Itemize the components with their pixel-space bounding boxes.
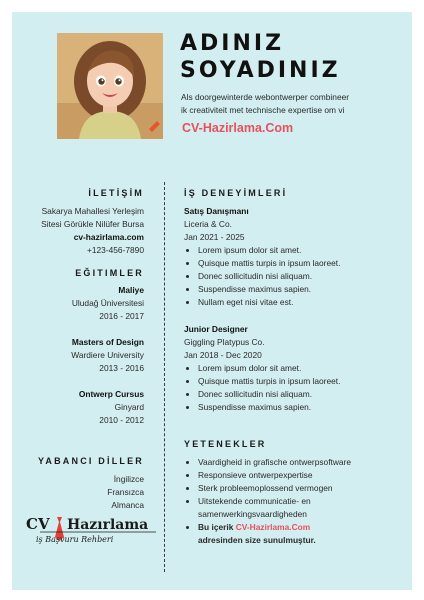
job-bullet: • Suspendisse maximus sapien. (198, 283, 409, 296)
job-dates: Jan 2018 - Dec 2020 (184, 350, 262, 360)
contact-website[interactable]: cv-hazirlama.com (73, 232, 144, 242)
intro-line-1: Als doorgewinterde webontwerper combineer (181, 92, 350, 102)
job-bullet: • Donec sollicitudin nisi aliquam. (198, 270, 409, 283)
skill-item: • Sterk probleemoplossend vermogen (198, 482, 409, 495)
cv-hazirlama-logo (24, 513, 164, 545)
education-degree: Masters of Design (71, 337, 144, 347)
job-bullets (184, 362, 409, 414)
job-company: Liceria & Co. (184, 219, 232, 229)
intro-text (181, 91, 409, 116)
logo-graphic (24, 513, 164, 545)
job-title: Satış Danışmanı (184, 206, 249, 216)
skills-section (184, 439, 409, 547)
job-bullets (184, 244, 409, 309)
education-years: 2013 - 2016 (99, 363, 144, 373)
profile-photo (57, 33, 163, 139)
education-heading: EĞITIMLER (75, 268, 144, 278)
education-degree: Ontwerp Cursus (78, 389, 144, 399)
intro-line-2: ik creativiteit met technische expertise om vi (181, 104, 345, 115)
job-bullet: • Lorem ipsum dolor sit amet. (198, 244, 409, 257)
job-bullet: • Quisque mattis turpis in ipsum laoreet. (198, 375, 409, 388)
education-years: 2016 - 2017 (99, 311, 144, 321)
education-years: 2010 - 2012 (99, 415, 144, 425)
contact-address-line-1: Sakarya Mahallesi Yerleşim (41, 206, 144, 216)
promo-item (198, 521, 409, 547)
job-entry (184, 205, 409, 309)
education-school: Wardiere University (71, 350, 144, 360)
languages-section (20, 456, 144, 512)
skills-list (184, 456, 409, 547)
education-item (20, 336, 144, 375)
job-company: Giggling Platypus Co. (184, 337, 265, 347)
education-section (20, 268, 144, 427)
svg-text:Hazırlama: Hazırlama (67, 517, 149, 533)
experience-section (184, 188, 409, 414)
skills-heading: YETENEKLER (184, 439, 267, 449)
job-bullet: • Suspendisse maximus sapien. (198, 401, 409, 414)
svg-text:CV: CV (26, 515, 50, 533)
header-site-link[interactable]: CV-Hazirlama.Com (182, 121, 294, 135)
job-bullet: • Nullam eget nisi vitae est. (198, 296, 409, 309)
skill-item: • Vaardigheid in grafische ontwerpsoftware (198, 456, 409, 469)
promo-link[interactable]: CV-Hazirlama.Com (235, 522, 311, 532)
promo-line-2: adresinden size sunulmuştur. (198, 535, 316, 545)
languages-heading: YABANCI DİLLER (38, 456, 144, 466)
job-bullet: • Lorem ipsum dolor sit amet. (198, 362, 409, 375)
contact-phone: +123-456-7890 (86, 245, 144, 255)
skill-item (198, 495, 409, 521)
promo-prefix: Bu içerik (198, 522, 236, 532)
name-heading (180, 30, 410, 84)
education-school: Ginyard (114, 402, 144, 412)
last-name: SOYADINIZ (180, 58, 341, 83)
experience-heading: İŞ DENEYİMLERİ (184, 188, 288, 198)
education-item (20, 284, 144, 323)
first-name: ADINIZ (180, 31, 285, 56)
job-bullet: • Donec sollicitudin nisi aliquam. (198, 388, 409, 401)
job-dates: Jan 2021 - 2025 (184, 232, 245, 242)
language-item: Almanca (111, 500, 144, 510)
language-item: İngilizce (113, 474, 144, 484)
skill-item: • Responsieve ontwerpexpertise (198, 469, 409, 482)
job-entry (184, 323, 409, 414)
job-bullet: • Quisque mattis turpis in ipsum laoreet. (198, 257, 409, 270)
education-item (20, 388, 144, 427)
skill-item-line-1: Uitstekende communicatie- en (198, 496, 311, 506)
avatar-illustration (57, 33, 163, 139)
education-degree: Maliye (118, 285, 144, 295)
column-divider (164, 182, 165, 572)
contact-address-line-2: Sitesi Görükle Nilüfer Bursa (41, 219, 144, 229)
job-title: Junior Designer (184, 324, 248, 334)
contact-section (20, 188, 144, 257)
svg-text:iş Başvuru Rehberi: iş Başvuru Rehberi (36, 535, 114, 544)
contact-heading: İLETİŞİM (88, 188, 144, 198)
skill-item-line-2: samenwerkingsvaardigheden (198, 509, 307, 519)
language-item: Fransızca (107, 487, 144, 497)
education-school: Uludağ Üniversitesi (71, 298, 144, 308)
